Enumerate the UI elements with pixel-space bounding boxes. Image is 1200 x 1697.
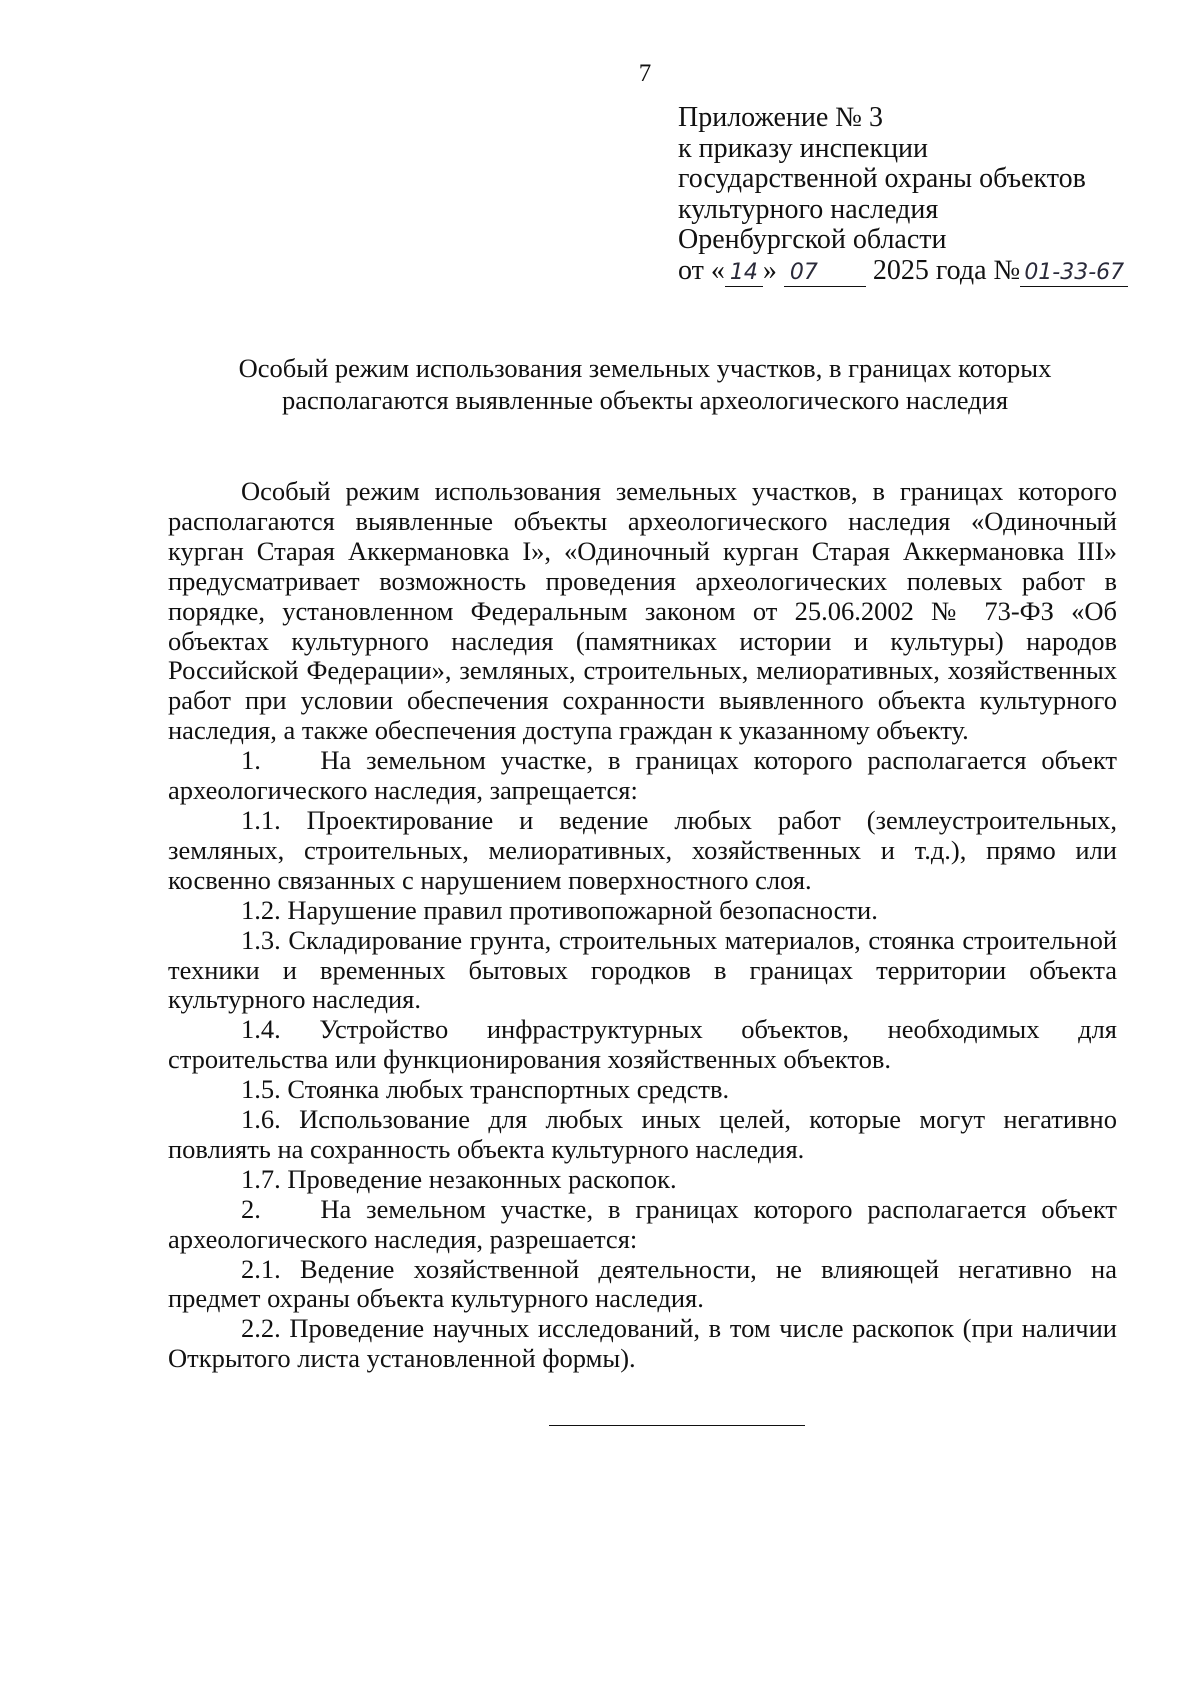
order-date-line [678, 256, 1128, 287]
list-item: 2.2. Проведение научных исследований, в том числе раскопок (при наличии Открытого листа установленной формы). [168, 1313, 1117, 1374]
date-year: 2025 года № [872, 254, 1021, 286]
section-text: На земельном участке, в границах которого располагается объект археологического наследия, разрешается: [168, 1193, 1117, 1254]
end-divider [549, 1425, 805, 1426]
intro-paragraph: Особый режим использования земельных участков, в границах которого располагаются выявленные объекты археологического наследия «Одиночный курган Старая Аккермановка I», «Одиночный курган Старая Аккермановка III» предусматривает возможность проведения археологических полевых работ в порядке, установленном Федеральным законом от 25.06.2002 № 73-ФЗ «Об объектах культурного наследия (памятниках истории и культуры) народов Российской Федерации», земляных, строительных, мелиоративных, хозяйственных работ при условии обеспечения сохранности выявленного объекта культурного наследия, а также обеспечения доступа граждан к указанному объекту. [168, 476, 1117, 746]
title-line: располагаются выявленные объекты археологического наследия [281, 385, 1009, 415]
appendix-line: к приказу инспекции [678, 132, 929, 164]
appendix-line: государственной охраны объектов [678, 163, 1086, 194]
appendix-header [678, 103, 1128, 287]
list-item: 1.4. Устройство инфраструктурных объектов, необходимых для строительства или функционирования хозяйственных объектов. [168, 1014, 1117, 1075]
section-number: 2. [241, 1193, 261, 1224]
list-item: 1.1. Проектирование и ведение любых работ (землеустроительных, земляных, строительных, мелиоративных, хозяйственных и т.д.), прямо или косвенно связанных с нарушением поверхностного слоя. [168, 804, 1117, 895]
handwritten-month: 07 [784, 260, 866, 287]
document-title [150, 352, 1140, 416]
date-prefix: от « [678, 254, 725, 286]
list-item: 1.2. Нарушение правил противопожарной безопасности. [241, 894, 878, 925]
handwritten-day: 14 [725, 260, 763, 287]
handwritten-order-number: 01-33-67 [1020, 260, 1128, 287]
section-text: На земельном участке, в границах которого располагается объект археологического наследия, запрещается: [168, 745, 1117, 806]
list-item: 1.7. Проведение незаконных раскопок. [241, 1163, 677, 1194]
appendix-title: Приложение № 3 [678, 102, 883, 133]
appendix-line: Оренбургской области [678, 224, 947, 255]
section-1-heading [168, 746, 1117, 806]
list-item: 1.5. Стоянка любых транспортных средств. [241, 1074, 730, 1105]
title-line: Особый режим использования земельных участков, в границах которых [238, 353, 1052, 383]
document-body [168, 477, 1117, 1374]
list-item: 1.3. Складирование грунта, строительных материалов, стоянка строительной техники и временных бытовых городков в границах территории объекта культурного наследия. [168, 924, 1117, 1015]
date-mid: » [762, 254, 777, 286]
list-item: 2.1. Ведение хозяйственной деятельности, не влияющей негативно на предмет охраны объекта культурного наследия. [168, 1253, 1117, 1314]
list-item: 1.6. Использование для любых иных целей, которые могут негативно повлиять на сохранность объекта культурного наследия. [168, 1104, 1117, 1164]
section-2-heading [168, 1195, 1117, 1255]
section-number: 1. [241, 745, 261, 776]
page-number: 7 [638, 60, 652, 87]
appendix-line: культурного наследия [678, 193, 939, 225]
